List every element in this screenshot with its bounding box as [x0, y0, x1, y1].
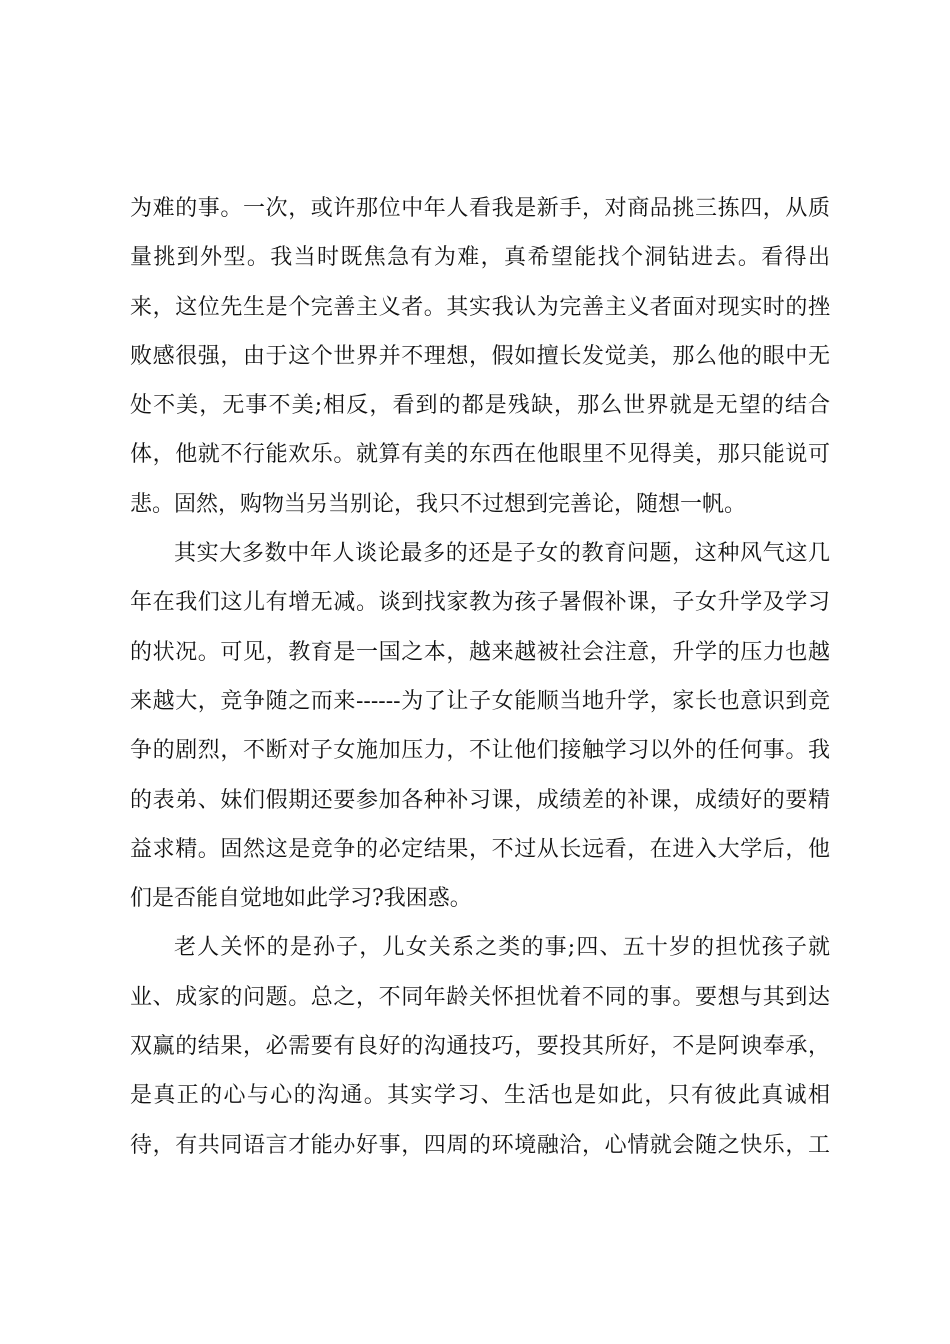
- text-line: 业、成家的问题。总之，不同年龄关怀担忧着不同的事。要想与其到达: [130, 984, 830, 1010]
- text-line: 败感很强，由于这个世界并不理想，假如擅长发觉美，那么他的眼中无: [130, 343, 830, 369]
- document-body: [130, 184, 830, 1170]
- text-line: 为难的事。一次，或许那位中年人看我是新手，对商品挑三拣四，从质: [130, 196, 830, 221]
- text-line: 的表弟、妹们假期还要参加各种补习课，成绩差的补课，成绩好的要精: [130, 787, 830, 813]
- text-line: 老人关怀的是孙子，儿女关系之类的事;四、五十岁的担忧孩子就: [174, 935, 830, 961]
- text-line: 其实大多数中年人谈论最多的还是子女的教育问题，这种风气这几: [174, 541, 830, 567]
- text-line: 量挑到外型。我当时既焦急有为难，真希望能找个洞钻进去。看得出: [130, 245, 830, 271]
- text-line: 体，他就不行能欢乐。就算有美的东西在他眼里不见得美，那只能说可: [130, 442, 830, 468]
- text-line: 争的剧烈，不断对子女施加压力，不让他们接触学习以外的任何事。我: [130, 738, 830, 764]
- text-line: 是真正的心与心的沟通。其实学习、生活也是如此，只有彼此真诚相: [130, 1083, 830, 1109]
- text-line: 们是否能自觉地如此学习?我困惑。: [130, 886, 472, 912]
- text-line: 悲。固然，购物当另当别论，我只不过想到完善论，随想一帆。: [130, 491, 747, 517]
- text-line: 待，有共同语言才能办好事，四周的环境融洽，心情就会随之快乐，工: [130, 1132, 830, 1158]
- text-line: 的状况。可见，教育是一国之本，越来越被社会注意，升学的压力也越: [130, 639, 830, 665]
- text-line: 年在我们这儿有增无减。谈到找家教为孩子暑假补课，子女升学及学习: [130, 590, 830, 616]
- text-line: 来越大，竞争随之而来------为了让子女能顺当地升学，家长也意识到竞: [130, 688, 830, 714]
- text-line: 来，这位先生是个完善主义者。其实我认为完善主义者面对现实时的挫: [130, 294, 830, 320]
- text-line: 处不美，无事不美;相反，看到的都是残缺，那么世界就是无望的结合: [130, 393, 830, 419]
- text-line: 益求精。固然这是竞争的必定结果，不过从长远看，在进入大学后，他: [130, 836, 830, 862]
- text-line: 双赢的结果，必需要有良好的沟通技巧，要投其所好，不是阿谀奉承，: [130, 1034, 830, 1060]
